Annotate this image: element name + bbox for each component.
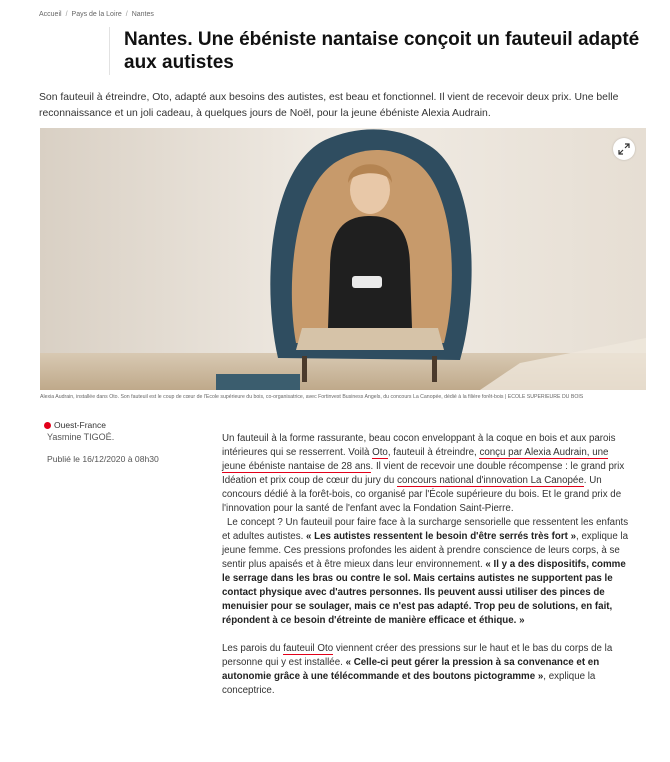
title-divider [109, 27, 110, 75]
text-run: , explique la conceptrice. [222, 671, 596, 696]
text-run: . Un concours dédié à la forêt-bois, co organisé par l'École supérieure du bois. Et le grand prix de l'innovation pour la santé de l'enfant avec la Fondation Saint-Pierre. [222, 475, 622, 514]
text-run: Les parois du [222, 643, 284, 654]
text-run: Un fauteuil à la forme rassurante, beau cocon enveloppant à la coque en bois et aux parois intérieures qui se resserrent. Voilà [222, 433, 616, 458]
photo-illustration [40, 128, 646, 390]
quote: « Il y a des dispositifs, comme le serrage dans les bras ou contre le sol. Mais certains autistes ne supportent pas le contact physique avec d'autres personnes. Ils peuvent aussi utiliser des pinces de menuisier pour se soulager, mais ce n'est pas adapté. Trop peu de solutions, en fait, répondent à ce besoin d'étreinte de manière efficace et éthique. » [222, 559, 626, 626]
expand-photo-button[interactable] [613, 138, 635, 160]
breadcrumb-city[interactable]: Nantes [131, 11, 154, 18]
article-body [222, 432, 634, 698]
source-badge[interactable] [44, 420, 106, 430]
text-run: , explique la jeune femme. Ces pressions profondes les aident à prendre conscience de leurs corps, à se sentir plus apaisés et à être mieux dans leur environnement. [222, 531, 629, 570]
text-run: viennent créer des pressions sur le haut et le bas du corps de la personne qui y est installée. [222, 643, 613, 668]
paragraph [222, 642, 634, 698]
text-run: . Il vient de recevoir une double récompense : le grand prix Idéation et prix coup de cœur du jury du [222, 461, 625, 486]
text-run: , fauteuil à étreindre, [387, 447, 480, 458]
breadcrumb-separator: / [125, 11, 128, 18]
breadcrumb-home[interactable]: Accueil [39, 11, 62, 18]
link-oto[interactable]: Oto [372, 447, 388, 458]
breadcrumb [39, 11, 154, 18]
quote: « Celle-ci peut gérer la pression à sa convenance et en autonomie grâce à une télécommande et des boutons pictogramme » [222, 657, 600, 682]
page-title: Nantes. Une ébéniste nantaise conçoit un fauteuil adapté aux autistes [124, 29, 640, 73]
paragraph [222, 432, 634, 516]
paragraph [222, 516, 634, 628]
published-date: Publié le 16/12/2020 à 08h30 [47, 454, 159, 464]
source-name: Ouest-France [54, 420, 106, 430]
article-lede: Son fauteuil à étreindre, Oto, adapté aux besoins des autistes, est beau et fonctionnel. Il vient de recevoir deux prix. Une belle reconnaissance et un joli cadeau, à quelques jours de Noël, pour la jeune ébéniste Alexia Audrain. [39, 92, 619, 119]
ouest-france-logo-icon [44, 422, 51, 429]
author-name: Yasmine TIGOÉ. [47, 432, 115, 442]
text-run: Le concept ? Un fauteuil pour faire face à la surcharge sensorielle que ressentent les enfants et adultes autistes. [222, 517, 629, 542]
expand-icon [618, 143, 630, 155]
article-photo[interactable] [40, 128, 646, 390]
quote: « Les autistes ressentent le besoin d'être serrés très fort » [306, 531, 577, 542]
photo-caption: Alexia Audrain, installée dans Oto. Son fauteuil est le coup de cœur de l'École supérieure du bois, co-organisatrice, avec Fortinvest Business Angels, du concours La Canopée, dédié à la filière forêt-bois | ÉCOLE SUPÉRIEURE DU BOIS [40, 394, 584, 400]
breadcrumb-separator: / [65, 11, 68, 18]
link-alexia-audrain[interactable]: conçu par Alexia Audrain, une jeune ébéniste nantaise de 28 ans [222, 447, 609, 472]
breadcrumb-region[interactable]: Pays de la Loire [71, 11, 122, 18]
link-concours-la-canopee[interactable]: concours national d'innovation La Canopée [397, 475, 584, 486]
link-fauteuil-oto[interactable]: fauteuil Oto [283, 643, 334, 654]
